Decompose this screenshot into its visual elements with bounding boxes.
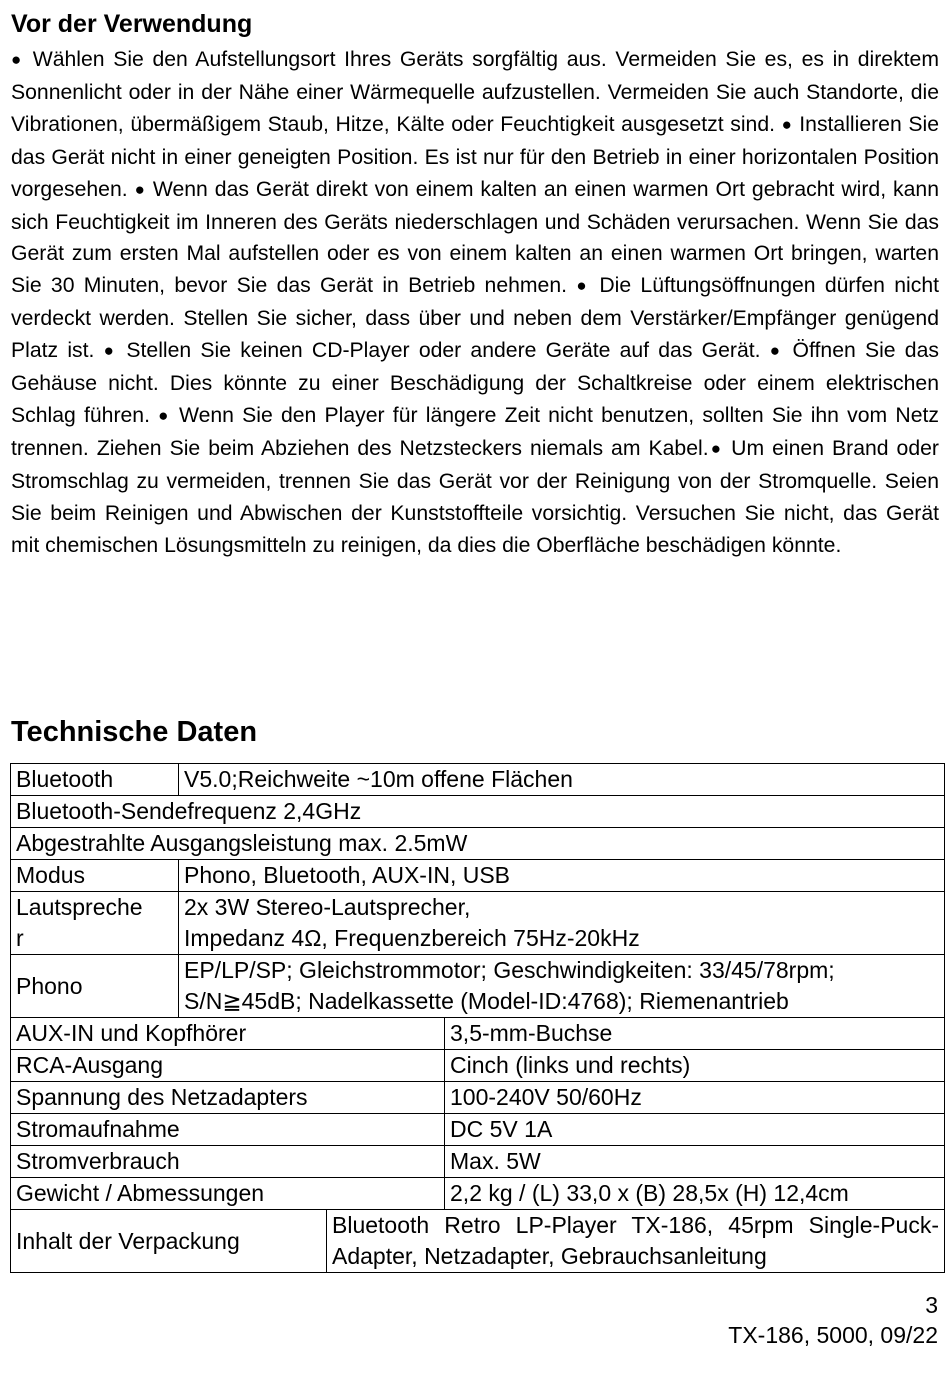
spec-value: 3,5-mm-Buchse xyxy=(445,1018,945,1050)
table-row xyxy=(11,955,945,1018)
bullet-glyph: ● xyxy=(769,341,784,361)
table-row xyxy=(11,1146,945,1178)
speaker-value-line: Impedanz 4Ω, Frequenzbereich 75Hz-20kHz xyxy=(184,925,640,951)
usage-sentence: Wenn Sie den Player für längere Zeit nicht benutzen, sollten Sie ihn vom Netz trennen. Ziehen Sie beim Abziehen des Netzsteckers niemals am Kabel. xyxy=(11,403,939,460)
usage-sentence: Installieren Sie das Gerät nicht in einer geneigten Position. Es ist nur für den Betrieb in einer horizontalen Position vorgesehen. xyxy=(11,112,939,201)
usage-sentence: Um einen Brand oder Stromschlag zu vermeiden, trennen Sie das Gerät vor der Reinigung von der Stromquelle. Seien Sie beim Reinigen und Abwischen der Kunststoffteile vorsichtig. Versuchen Sie nicht, das Gerät mit chemischen Lösungsmitteln zu reinigen, da dies die Oberfläche beschädigen könnte. xyxy=(11,436,939,557)
table-row xyxy=(11,796,945,828)
spec-value: Max. 5W xyxy=(445,1146,945,1178)
spec-full-row: Bluetooth-Sendefrequenz 2,4GHz xyxy=(11,796,945,828)
bullet-glyph: ● xyxy=(781,114,793,134)
specs-table xyxy=(10,763,945,1273)
table-row xyxy=(11,1114,945,1146)
bullet-glyph: ● xyxy=(11,50,25,69)
spec-value: Phono, Bluetooth, AUX-IN, USB xyxy=(179,860,945,892)
spec-label: RCA-Ausgang xyxy=(11,1050,445,1082)
phono-value-line: EP/LP/SP; Gleichstrommotor; Geschwindigkeiten: 33/45/78rpm; xyxy=(184,957,835,983)
speaker-label-line: Lautspreche xyxy=(16,894,143,920)
usage-sentence: Wenn das Gerät direkt von einem kalten an einen warmen Ort gebracht wird, kann sich Feuchtigkeit im Inneren des Geräts niederschlagen und Schäden verursachen. Wenn Sie das Gerät zum ersten Mal aufstellen oder es von einem kalten an einen warmen Ort bringen, warten Sie 30 Minuten, bevor Sie das Gerät in Betrieb nehmen. xyxy=(11,177,939,298)
page-number: 3 xyxy=(925,1292,938,1318)
table-row xyxy=(11,828,945,860)
section-heading-usage: Vor der Verwendung xyxy=(11,10,253,38)
spec-full-row: Abgestrahlte Ausgangsleistung max. 2.5mW xyxy=(11,828,945,860)
usage-paragraph xyxy=(11,44,939,562)
bullet-glyph: ● xyxy=(576,276,591,296)
spec-label: Modus xyxy=(11,860,179,892)
table-row xyxy=(11,1018,945,1050)
table-row xyxy=(11,1178,945,1210)
spec-label: AUX-IN und Kopfhörer xyxy=(11,1018,445,1050)
specs-heading: Technische Daten xyxy=(11,716,258,748)
spec-value: Cinch (links und rechts) xyxy=(445,1050,945,1082)
spec-label: Gewicht / Abmessungen xyxy=(11,1178,445,1210)
spec-value: V5.0;Reichweite ~10m offene Flächen xyxy=(179,764,945,796)
spec-value: 100-240V 50/60Hz xyxy=(445,1082,945,1114)
spec-value xyxy=(179,892,945,955)
speaker-label-line: r xyxy=(16,925,24,951)
spec-value: Bluetooth Retro LP-Player TX-186, 45rpm Single-Puck-Adapter, Netzadapter, Gebrauchsanleitung xyxy=(327,1210,945,1273)
speaker-value-line: 2x 3W Stereo-Lautsprecher, xyxy=(184,894,471,920)
usage-sentence: Wählen Sie den Aufstellungsort Ihres Geräts sorgfältig aus. Vermeiden Sie es, es in direktem Sonnenlicht oder in der Nähe einer Wärmequelle aufzustellen. Vermeiden Sie auch Standorte, die Vibrationen, übermäßigem Staub, Hitze, Kälte oder Feuchtigkeit ausgesetzt sind. xyxy=(11,48,939,136)
usage-sentence: Die Lüftungsöffnungen dürfen nicht verdeckt werden. Stellen Sie sicher, dass über und neben dem Verstärker/Empfänger genügend Platz ist. xyxy=(11,274,940,363)
model-date-line: TX-186, 5000, 09/22 xyxy=(728,1322,938,1348)
spec-value xyxy=(179,955,945,1018)
spec-label: Spannung des Netzadapters xyxy=(11,1082,445,1114)
bullet-glyph: ● xyxy=(134,179,146,199)
table-row xyxy=(11,892,945,955)
spec-label: Phono xyxy=(11,955,179,1018)
phono-value-line: S/N≧45dB; Nadelkassette (Model-ID:4768); Riemenantrieb xyxy=(184,988,789,1014)
spec-value: DC 5V 1A xyxy=(445,1114,945,1146)
table-row xyxy=(11,860,945,892)
bullet-glyph: ● xyxy=(103,341,118,361)
bullet-glyph: ● xyxy=(158,405,171,425)
usage-sentence: Stellen Sie keinen CD-Player oder andere Geräte auf das Gerät. xyxy=(117,339,770,363)
table-row xyxy=(11,1050,945,1082)
spec-label: Stromaufnahme xyxy=(11,1114,445,1146)
spec-label: Bluetooth xyxy=(11,764,179,796)
spec-label: Inhalt der Verpackung xyxy=(11,1210,327,1273)
usage-sentence: Öffnen Sie das Gehäuse nicht. Dies könnte zu einer Beschädigung der Schaltkreise oder einem elektrischen Schlag führen. xyxy=(11,339,939,427)
spec-label xyxy=(11,892,179,955)
table-row xyxy=(11,764,945,796)
bullet-glyph: ● xyxy=(708,438,724,458)
table-row xyxy=(11,1210,945,1273)
table-row xyxy=(11,1082,945,1114)
spec-value: 2,2 kg / (L) 33,0 x (B) 28,5x (H) 12,4cm xyxy=(445,1178,945,1210)
spec-label: Stromverbrauch xyxy=(11,1146,445,1178)
